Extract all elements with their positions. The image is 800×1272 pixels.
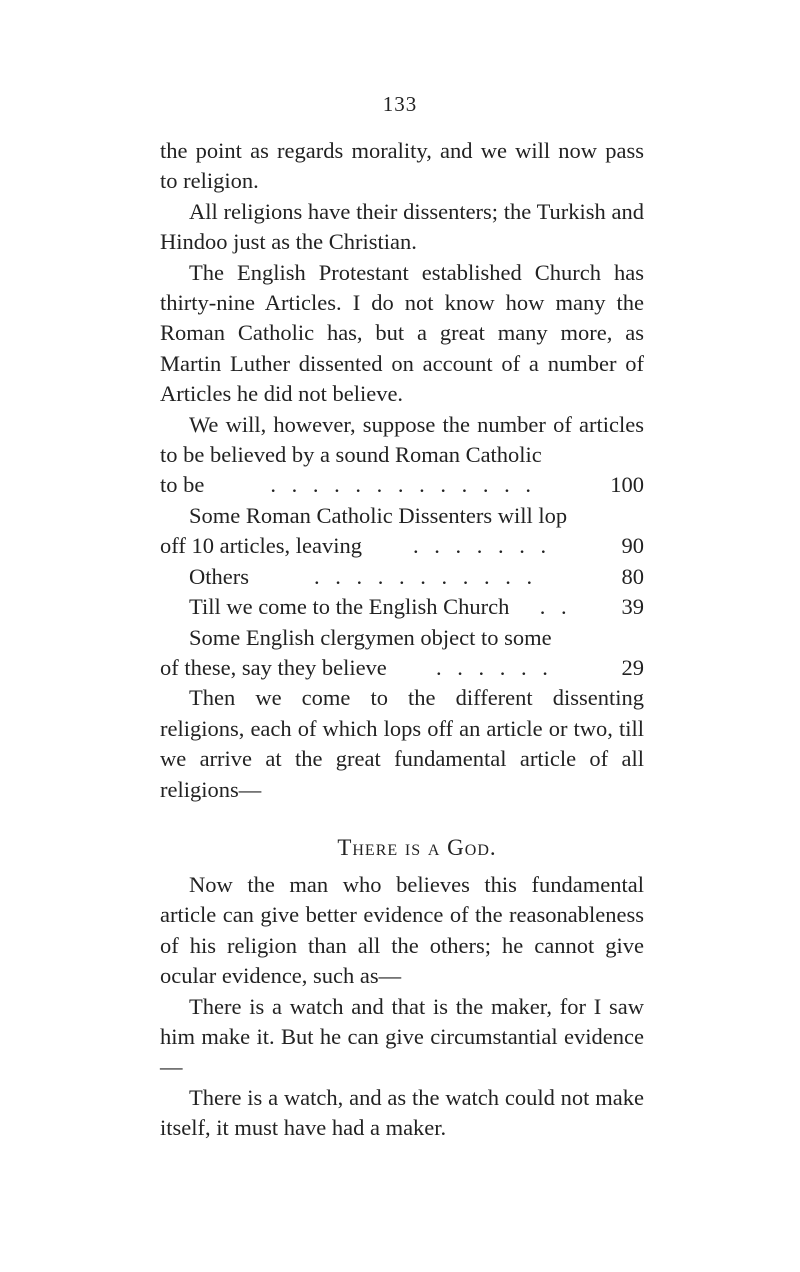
paragraph-clergymen: Some English clergymen object to some [189,624,552,650]
section-heading: There is a God. [337,834,497,860]
tally-label: Others [189,563,249,589]
body-text [160,136,644,1144]
paragraph-dissenters: All religions have their dissenters; the Turkish and Hindoo just as the Christian. [160,198,644,255]
paragraph-suppose: We will, however, suppose the number of articles to be believed by a sound Roman Catholic [160,411,644,468]
paragraph-lop: Some Roman Catholic Dissenters will lop [189,502,568,528]
tally-row-others [160,562,644,592]
tally-label: off 10 articles, leaving [160,533,363,559]
paragraph-fundamental: Then we come to the different dissenting religions, each of which lops off an article or two, till we arrive at the great fundamental article of all religions— [160,685,644,802]
page-number: 133 [382,92,418,116]
tally-value: 80 [621,563,644,589]
paragraph-circumstantial: There is a watch, and as the watch could not make itself, it must have had a maker. [160,1084,644,1141]
tally-value: 100 [610,472,644,498]
paragraph-articles: The English Protestant established Church has thirty-nine Articles. I do not know how many the Roman Catholic has, but a great many more, as Martin Luther dissented on account of a number of Articles he did not believe. [160,259,644,407]
leader-dots: . . . . . . . . . . . [313,563,538,589]
tally-row-roman-catholic [160,470,644,500]
paragraph-evidence: Now the man who believes this fundamental article can give better evidence of the reasonableness of his religion than all the others; he cannot give ocular evidence, such as— [160,871,644,989]
tally-row-leaving [160,531,644,561]
tally-value: 39 [621,594,644,620]
paragraph-continued: the point as regards morality, and we will now pass to religion. [160,138,644,194]
tally-label: to be [160,472,205,498]
leader-dots: . . . . . . . . . . . . . [270,472,536,498]
tally-label: Till we come to the English Church [189,594,510,620]
paragraph-ocular: There is a watch and that is the maker, for I saw him make it. But he can give circumstantial evidence— [160,993,644,1080]
leader-dots: . . [539,594,572,620]
tally-row-believe [160,653,644,683]
tally-label: of these, say they believe [160,654,387,680]
leader-dots: . . . . . . [435,654,553,680]
tally-value: 29 [621,654,644,680]
tally-row-english-church [160,592,644,622]
tally-value: 90 [621,533,644,559]
leader-dots: . . . . . . . [412,533,552,559]
